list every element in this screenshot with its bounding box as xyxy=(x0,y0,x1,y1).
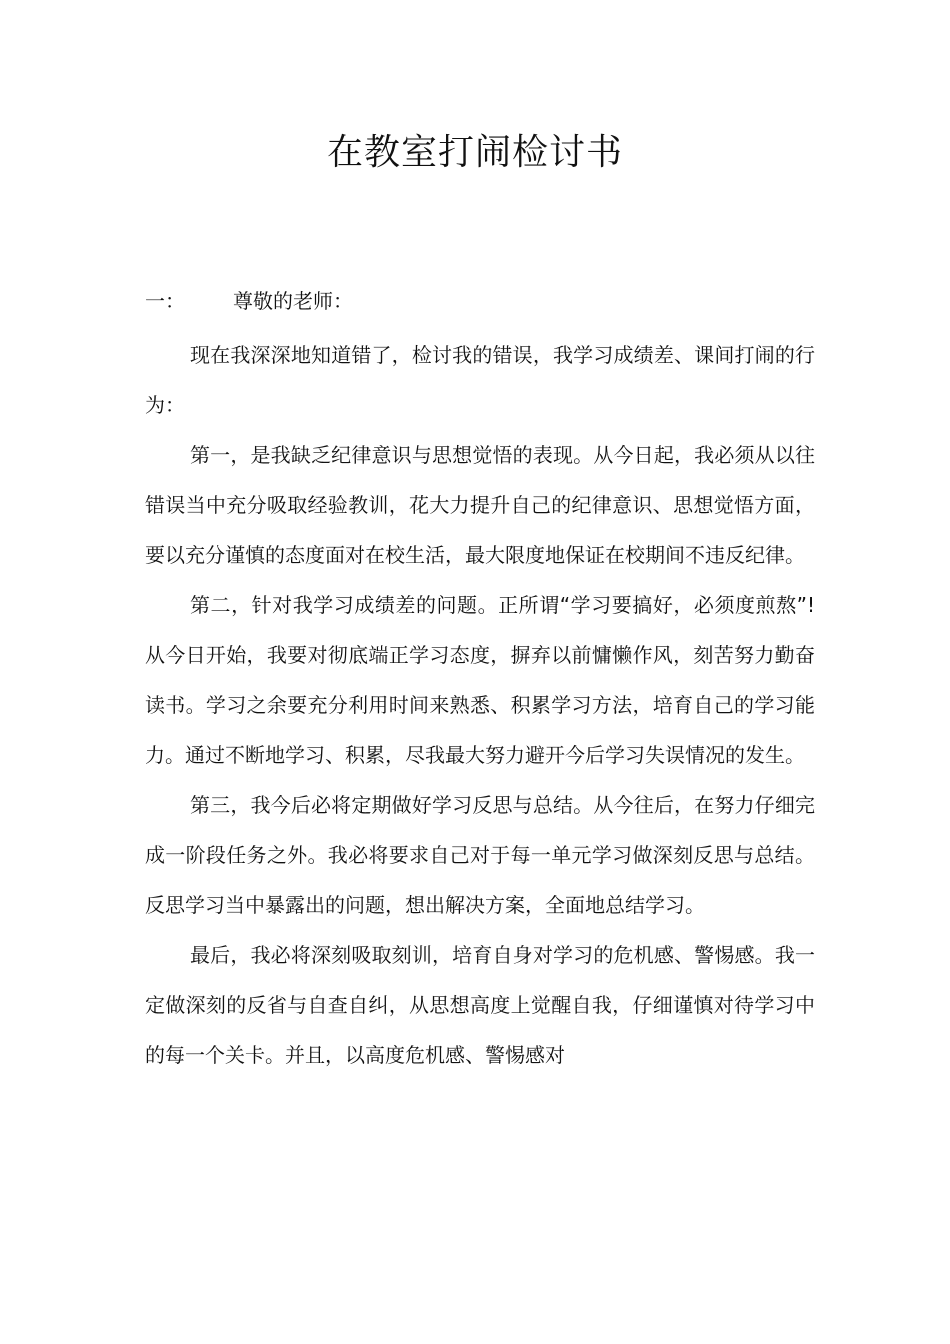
paragraph: 最后，我必将深刻吸取刻训，培育自身对学习的危机感、警惕感。我一定做深刻的反省与自查自纠，从思想高度上觉醒自我，仔细谨慎对待学习中的每一个关卡。并且，以高度危机感、警惕感对 xyxy=(145,943,815,1067)
salutation xyxy=(145,286,353,316)
paragraph: 第一，是我缺乏纪律意识与思想觉悟的表现。从今日起，我必须从以往错误当中充分吸取经验教训，花大力提升自己的纪律意识、思想觉悟方面，要以充分谨慎的态度面对在校生活，最大限度地保证在校期间不违反纪律。 xyxy=(145,443,815,567)
document-title: 在教室打闹检讨书 xyxy=(326,132,623,173)
section-number: 一： xyxy=(145,289,185,313)
paragraph: 现在我深深地知道错了，检讨我的错误，我学习成绩差、课间打闹的行为： xyxy=(145,343,815,417)
paragraph: 第三，我今后必将定期做好学习反思与总结。从今往后，在努力仔细完成一阶段任务之外。我必将要求自己对于每一单元学习做深刻反思与总结。反思学习当中暴露出的问题，想出解决方案，全面地总结学习。 xyxy=(145,793,815,917)
document-body xyxy=(145,330,815,1080)
salutation-text: 尊敬的老师： xyxy=(233,289,353,313)
paragraph: 第二，针对我学习成绩差的问题。正所谓“学习要搞好，必须度煎熬”!从今日开始，我要对彻底端正学习态度，摒弃以前慵懒作风，刻苦努力勤奋读书。学习之余要充分利用时间来熟悉、积累学习方法，培育自己的学习能力。通过不断地学习、积累，尽我最大努力避开今后学习失误情况的发生。 xyxy=(145,593,815,767)
